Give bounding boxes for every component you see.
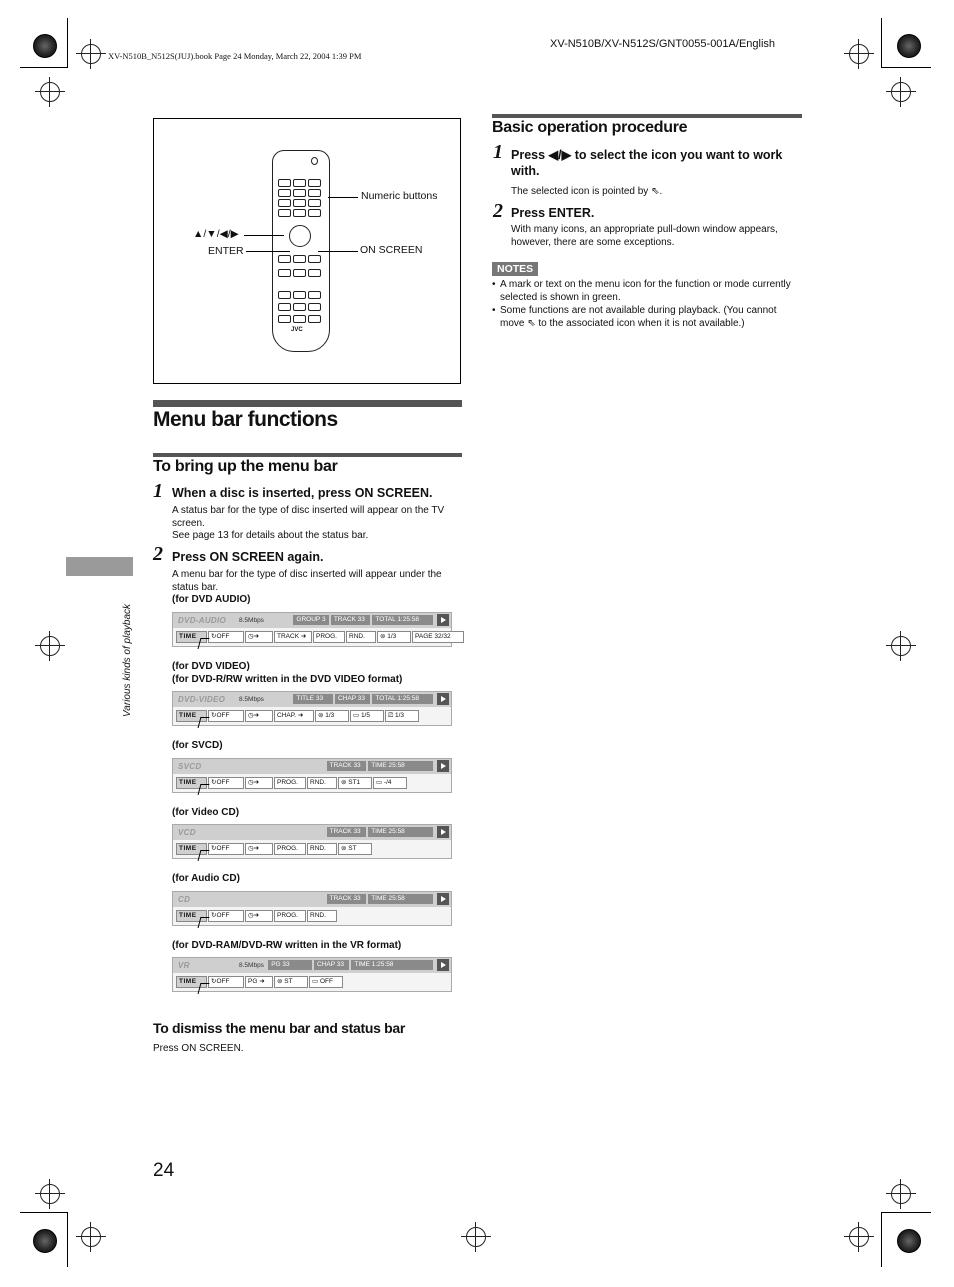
callout-line <box>246 251 290 252</box>
status-bar <box>173 892 451 907</box>
menu-bar-icon[interactable]: PROG. <box>274 910 306 922</box>
registration-mark-icon <box>81 44 101 64</box>
section-rule <box>153 400 462 407</box>
menu-bar-caption: (for Video CD) <box>172 807 240 818</box>
play-icon <box>437 760 449 772</box>
print-info: XV-N510B_N512S(JUJ).book Page 24 Monday, March 22, 2004 1:39 PM <box>108 51 362 61</box>
disc-type-label: DVD-AUDIO <box>178 616 227 625</box>
registration-disc-icon <box>897 34 921 58</box>
registration-mark-icon <box>891 636 911 656</box>
subsection-rule <box>492 114 802 118</box>
play-icon <box>437 693 449 705</box>
menu-bar-screen <box>172 691 452 726</box>
disc-type-label: VR <box>178 961 190 970</box>
arrow-buttons-callout: ▲/▼/◀/▶ <box>193 228 239 240</box>
menu-bar-icon[interactable]: TIME <box>176 710 207 722</box>
step-number: 1 <box>153 480 163 502</box>
note-text: A mark or text on the menu icon for the function or mode currently selected is shown in green. <box>500 279 791 303</box>
menu-bar-icon[interactable]: ◷➜ <box>245 710 273 722</box>
menu-bar-icon[interactable]: PROG. <box>313 631 345 643</box>
pointer-cursor-icon <box>198 717 210 728</box>
crop-line <box>67 1212 68 1267</box>
menu-bar-icon[interactable]: ⊚ ST <box>274 976 308 988</box>
pointer-cursor-icon <box>198 983 210 994</box>
subsection-title: To bring up the menu bar <box>153 458 338 475</box>
disc-type-label: DVD-VIDEO <box>178 695 226 704</box>
menu-bar-icon[interactable]: TIME <box>176 910 207 922</box>
menu-bar-icon[interactable]: TIME <box>176 843 207 855</box>
menu-bar-icon[interactable]: ↻OFF <box>208 976 244 988</box>
dismiss-body: Press ON SCREEN. <box>153 1043 244 1054</box>
status-chip: TIME 25:58 <box>368 827 433 837</box>
note-item: • Some functions are not available during playback. (You cannot move ⇖ to the associated icon when it is not available.) <box>492 304 802 330</box>
menu-bar-icon[interactable]: ⊚ ST1 <box>338 777 372 789</box>
status-bar <box>173 759 451 774</box>
status-chip: PG 33 <box>268 960 312 970</box>
menu-bar-icon[interactable]: TRACK ➜ <box>274 631 312 643</box>
menu-bar-icon[interactable]: TIME <box>176 777 207 789</box>
menu-bar-icon[interactable]: ↻OFF <box>208 910 244 922</box>
step-number: 1 <box>493 141 503 163</box>
status-bar <box>173 958 451 973</box>
status-chip: TRACK 33 <box>327 761 367 771</box>
step-title: Press ON SCREEN again. <box>172 550 324 564</box>
document-id: XV-N510B/XV-N512S/GNT0055-001A/English <box>550 38 776 50</box>
menu-bar-icon[interactable]: ◷➜ <box>245 631 273 643</box>
status-chip: TOTAL 1:25:58 <box>372 615 433 625</box>
brand-logo: JVC <box>291 327 303 333</box>
menu-bar-icon[interactable]: ◷➜ <box>245 910 273 922</box>
menu-bar-caption: (for DVD AUDIO) <box>172 594 251 605</box>
callout-line <box>244 235 284 236</box>
step-number: 2 <box>153 543 163 565</box>
menu-bar-icon[interactable]: CHAP. ➜ <box>274 710 314 722</box>
note-item: • A mark or text on the menu icon for the function or mode currently selected is shown in green. <box>492 278 802 304</box>
menu-bar-icon[interactable]: ↻OFF <box>208 777 244 789</box>
registration-mark-icon <box>849 44 869 64</box>
notes-badge: NOTES <box>492 262 538 276</box>
menu-bar-icon[interactable]: ▭ 1/5 <box>350 710 384 722</box>
menu-bar <box>173 708 451 724</box>
crop-line <box>67 18 68 68</box>
subsection-title: To dismiss the menu bar and status bar <box>153 1020 406 1036</box>
crop-line <box>20 1212 68 1213</box>
menu-bar-icon[interactable]: RND. <box>307 910 337 922</box>
menu-bar-icon[interactable]: TIME <box>176 631 207 643</box>
menu-bar-caption: (for Audio CD) <box>172 873 240 884</box>
step-body: With many icons, an appropriate pull-down window appears, however, there are some exceptions. <box>511 224 778 248</box>
registration-disc-icon <box>33 34 57 58</box>
status-chip: TIME 25:58 <box>368 894 433 904</box>
disc-type-label: VCD <box>178 828 196 837</box>
step-number: 2 <box>493 200 503 222</box>
menu-bar-icon[interactable]: ↻OFF <box>208 631 244 643</box>
menu-bar-icon[interactable]: ▭ -/4 <box>373 777 407 789</box>
menu-bar-icon[interactable]: RND. <box>307 777 337 789</box>
registration-mark-icon <box>40 1184 60 1204</box>
menu-bar-icon[interactable]: RND. <box>346 631 376 643</box>
menu-bar-icon[interactable]: ⊚ 1/3 <box>315 710 349 722</box>
menu-bar <box>173 841 451 857</box>
registration-mark-icon <box>891 1184 911 1204</box>
menu-bar-caption: (for DVD-R/RW written in the DVD VIDEO format) <box>172 674 403 685</box>
menu-bar-icon[interactable]: TIME <box>176 976 207 988</box>
registration-mark-icon <box>849 1227 869 1247</box>
numeric-buttons-callout: Numeric buttons <box>361 190 438 202</box>
menu-bar-icon[interactable]: ▭ OFF <box>309 976 343 988</box>
status-chip: TIME 25:58 <box>368 761 433 771</box>
subsection-title: Basic operation procedure <box>492 119 688 136</box>
menu-bar <box>173 908 451 924</box>
registration-mark-icon <box>40 636 60 656</box>
menu-bar-icon[interactable]: ⎚ 1/3 <box>385 710 419 722</box>
bitrate: 8.5Mbps <box>239 962 264 969</box>
status-bar <box>173 825 451 840</box>
status-chip: TRACK 33 <box>327 894 367 904</box>
crop-line <box>881 67 931 68</box>
menu-bar-icon[interactable]: PG ➜ <box>245 976 273 988</box>
crop-line <box>881 18 882 68</box>
registration-mark-icon <box>81 1227 101 1247</box>
note-text: Some functions are not available during playback. (You cannot move ⇖ to the associated icon when it is not available.) <box>500 305 777 329</box>
menu-bar-icon[interactable]: ⊚ 1/3 <box>377 631 411 643</box>
status-chip: CHAP 33 <box>314 960 349 970</box>
pointer-cursor-icon <box>198 784 210 795</box>
status-chip: TOTAL 1:25:58 <box>372 694 433 704</box>
bitrate: 8.5Mbps <box>239 617 264 624</box>
disc-type-label: CD <box>178 895 191 904</box>
play-icon <box>437 959 449 971</box>
onscreen-callout: ON SCREEN <box>360 244 423 256</box>
step-body: See page 13 for details about the status bar. <box>172 530 369 541</box>
menu-bar-screen <box>172 957 452 992</box>
bitrate: 8.5Mbps <box>239 696 264 703</box>
status-chip: CHAP 33 <box>335 694 370 704</box>
enter-callout: ENTER <box>208 245 244 257</box>
menu-bar-icon[interactable]: PAGE 32/32 <box>412 631 464 643</box>
registration-mark-icon <box>40 82 60 102</box>
menu-bar-icon[interactable]: ◷➜ <box>245 777 273 789</box>
page-number: 24 <box>153 1160 175 1181</box>
pointer-cursor-icon <box>198 638 210 649</box>
step-title: When a disc is inserted, press ON SCREEN. <box>172 486 433 500</box>
crop-line <box>20 67 68 68</box>
menu-bar <box>173 629 451 645</box>
menu-bar-screen <box>172 758 452 793</box>
status-chip: TITLE 33 <box>293 694 333 704</box>
menu-bar-caption: (for SVCD) <box>172 740 223 751</box>
play-icon <box>437 893 449 905</box>
menu-bar-screen <box>172 824 452 859</box>
status-chip: TRACK 33 <box>327 827 367 837</box>
status-bar <box>173 613 451 628</box>
menu-bar-icon[interactable]: ↻OFF <box>208 843 244 855</box>
subsection-rule <box>153 453 462 457</box>
menu-bar <box>173 974 451 990</box>
menu-bar-icon[interactable]: ◷➜ <box>245 843 273 855</box>
step-title: Press ◀/▶ to select the icon you want to work with. <box>511 148 783 178</box>
menu-bar-icon[interactable]: ⊚ ST <box>338 843 372 855</box>
step-body: The selected icon is pointed by ⇖. <box>511 186 663 197</box>
crop-line <box>881 1212 931 1213</box>
step-title: Press ENTER. <box>511 206 595 220</box>
chapter-tab-label: Various kinds of playback <box>122 603 133 717</box>
callout-line <box>328 197 358 198</box>
menu-bar-icon[interactable]: RND. <box>307 843 337 855</box>
status-chip: TIME 1:25:58 <box>351 960 433 970</box>
callout-line <box>318 251 358 252</box>
step-body: A menu bar for the type of disc inserted will appear under the status bar. <box>172 569 442 593</box>
menu-bar-screen <box>172 891 452 926</box>
section-title: Menu bar functions <box>153 408 338 431</box>
menu-bar-caption: (for DVD-RAM/DVD-RW written in the VR format) <box>172 940 402 951</box>
status-chip: TRACK 33 <box>331 615 371 625</box>
menu-bar-icon[interactable]: PROG. <box>274 777 306 789</box>
menu-bar-icon[interactable]: ↻OFF <box>208 710 244 722</box>
registration-disc-icon <box>897 1229 921 1253</box>
menu-bar-screen <box>172 612 452 647</box>
pointer-cursor-icon <box>198 850 210 861</box>
crop-line <box>881 1212 882 1267</box>
menu-bar-icon[interactable]: PROG. <box>274 843 306 855</box>
disc-type-label: SVCD <box>178 762 202 771</box>
play-icon <box>437 614 449 626</box>
registration-mark-icon <box>891 82 911 102</box>
registration-mark-icon <box>466 1227 486 1247</box>
status-bar <box>173 692 451 707</box>
pointer-cursor-icon <box>198 917 210 928</box>
step-body: A status bar for the type of disc inserted will appear on the TV screen. <box>172 505 445 529</box>
chapter-tab <box>66 557 133 576</box>
menu-bar-caption: (for DVD VIDEO) <box>172 661 250 672</box>
menu-bar <box>173 775 451 791</box>
play-icon <box>437 826 449 838</box>
status-chip: GROUP 3 <box>293 615 328 625</box>
registration-disc-icon <box>33 1229 57 1253</box>
